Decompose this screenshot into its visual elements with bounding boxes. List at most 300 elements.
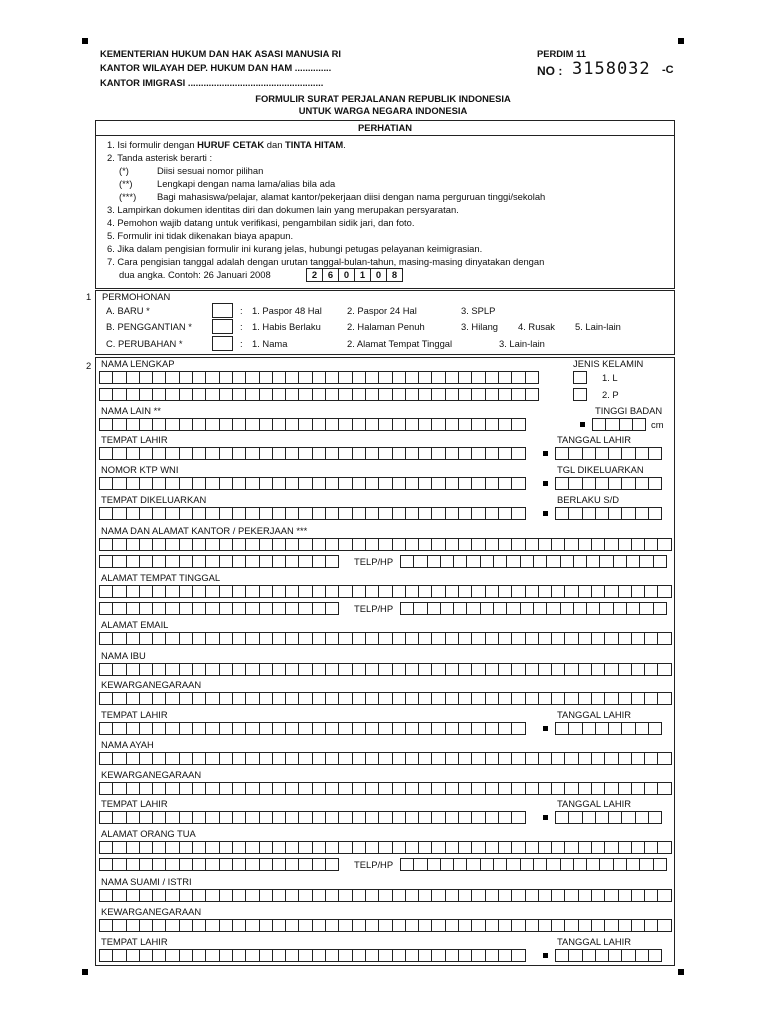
nomor-ktp-row-char-box[interactable] [259,477,273,490]
ibu-tanggal-lahir-row-char-box[interactable] [555,722,569,735]
nama-lengkap-row-1[interactable] [99,371,538,384]
nomor-ktp-row-char-box[interactable] [152,477,166,490]
tempat-lahir-row-char-box[interactable] [511,447,525,460]
tinggi-badan-row-char-box[interactable] [605,418,619,431]
pasangan-kewarganegaraan-row-char-box[interactable] [431,919,445,932]
ayah-tanggal-lahir-row-char-box[interactable] [582,811,596,824]
tinggi-badan-row-char-box[interactable] [592,418,606,431]
nama-lain-row-char-box[interactable] [192,418,206,431]
ayah-kewarganegaraan-row-char-box[interactable] [445,782,459,795]
kantor-row-2-char-box[interactable] [245,555,259,568]
tempat-dikeluarkan-row-char-box[interactable] [298,507,312,520]
pasangan-kewarganegaraan-row-char-box[interactable] [551,919,565,932]
tanggal-lahir-row-char-box[interactable] [621,447,635,460]
alamat-ortu-row-1-char-box[interactable] [219,841,233,854]
ayah-kewarganegaraan-row-char-box[interactable] [578,782,592,795]
tempat-dikeluarkan-row-char-box[interactable] [511,507,525,520]
ibu-tempat-lahir-row-char-box[interactable] [152,722,166,735]
alamat-ortu-row-1-char-box[interactable] [604,841,618,854]
tgl-dikeluarkan-row-char-box[interactable] [595,477,609,490]
ayah-kewarganegaraan-row-char-box[interactable] [338,782,352,795]
alamat-ortu-row-1-char-box[interactable] [618,841,632,854]
nama-ibu-row-char-box[interactable] [338,663,352,676]
nama-ayah-row-char-box[interactable] [139,752,153,765]
nama-lengkap-row-2-char-box[interactable] [152,388,166,401]
kantor-row-1-char-box[interactable] [551,538,565,551]
nama-ayah-row-char-box[interactable] [205,752,219,765]
ibu-kewarganegaraan-row-char-box[interactable] [378,692,392,705]
pasangan-kewarganegaraan-row-char-box[interactable] [657,919,671,932]
ibu-tempat-lahir-row-char-box[interactable] [511,722,525,735]
ibu-tempat-lahir-row-char-box[interactable] [498,722,512,735]
email-row-char-box[interactable] [525,632,539,645]
alamat-telp-row-char-box[interactable] [586,602,600,615]
alamat-telp-row-char-box[interactable] [560,602,574,615]
pasangan-tempat-lahir-row-char-box[interactable] [471,949,485,962]
pasangan-kewarganegaraan-row-char-box[interactable] [485,919,499,932]
tempat-dikeluarkan-row[interactable] [99,507,525,520]
ibu-kewarganegaraan-row-char-box[interactable] [338,692,352,705]
pasangan-kewarganegaraan-row-char-box[interactable] [112,919,126,932]
pasangan-kewarganegaraan-row-char-box[interactable] [285,919,299,932]
tempat-lahir-row-char-box[interactable] [192,447,206,460]
alamat-ortu-row-2-char-box[interactable] [312,858,326,871]
nama-lengkap-row-2-char-box[interactable] [139,388,153,401]
jenis-kelamin-l-box-char-box[interactable] [573,371,587,384]
alamat-ortu-row-1-char-box[interactable] [179,841,193,854]
alamat-ortu-row-1-char-box[interactable] [312,841,326,854]
pasangan-tempat-lahir-row-char-box[interactable] [192,949,206,962]
tempat-dikeluarkan-row-char-box[interactable] [165,507,179,520]
kantor-telp-row-char-box[interactable] [573,555,587,568]
ayah-kewarganegaraan-row-char-box[interactable] [259,782,273,795]
alamat-ortu-row-2-char-box[interactable] [179,858,193,871]
ibu-tempat-lahir-row-char-box[interactable] [365,722,379,735]
tgl-dikeluarkan-row-char-box[interactable] [582,477,596,490]
nomor-ktp-row-char-box[interactable] [99,477,113,490]
pasangan-tempat-lahir-row-char-box[interactable] [179,949,193,962]
pasangan-tempat-lahir-row-char-box[interactable] [511,949,525,962]
nama-ibu-row-char-box[interactable] [285,663,299,676]
ibu-kewarganegaraan-row-char-box[interactable] [471,692,485,705]
kantor-telp-row-char-box[interactable] [546,555,560,568]
alamat-row-1-char-box[interactable] [192,585,206,598]
alamat-row-2-char-box[interactable] [245,602,259,615]
nama-ibu-row-char-box[interactable] [232,663,246,676]
ortu-telp-row-char-box[interactable] [453,858,467,871]
email-row-char-box[interactable] [578,632,592,645]
alamat-row-1-char-box[interactable] [259,585,273,598]
nama-lengkap-row-2-char-box[interactable] [165,388,179,401]
ortu-telp-row-char-box[interactable] [560,858,574,871]
tempat-lahir-row-char-box[interactable] [392,447,406,460]
kantor-row-1-char-box[interactable] [338,538,352,551]
nama-lengkap-row-2-char-box[interactable] [405,388,419,401]
nomor-ktp-row-char-box[interactable] [298,477,312,490]
alamat-row-1-char-box[interactable] [365,585,379,598]
alamat-row-2-char-box[interactable] [312,602,326,615]
pasangan-tempat-lahir-row-char-box[interactable] [259,949,273,962]
kantor-row-1-char-box[interactable] [232,538,246,551]
pasangan-kewarganegaraan-row-char-box[interactable] [338,919,352,932]
nama-ibu-row-char-box[interactable] [272,663,286,676]
alamat-ortu-row-1-char-box[interactable] [112,841,126,854]
pasangan-kewarganegaraan-row-char-box[interactable] [525,919,539,932]
alamat-row-2-char-box[interactable] [205,602,219,615]
alamat-ortu-row-1-char-box[interactable] [352,841,366,854]
kantor-row-1-char-box[interactable] [259,538,273,551]
nama-ibu-row-char-box[interactable] [378,663,392,676]
ibu-kewarganegaraan-row-char-box[interactable] [591,692,605,705]
kantor-row-1-char-box[interactable] [631,538,645,551]
nama-ibu-row-char-box[interactable] [564,663,578,676]
nama-ibu-row-char-box[interactable] [179,663,193,676]
alamat-row-1-char-box[interactable] [338,585,352,598]
nama-ayah-row-char-box[interactable] [525,752,539,765]
pasangan-kewarganegaraan-row-char-box[interactable] [564,919,578,932]
pasangan-tempat-lahir-row-char-box[interactable] [139,949,153,962]
tanggal-lahir-row-char-box[interactable] [648,447,662,460]
alamat-row-1-char-box[interactable] [312,585,326,598]
pasangan-kewarganegaraan-row-char-box[interactable] [205,919,219,932]
tempat-lahir-row-char-box[interactable] [245,447,259,460]
nama-lain-row-char-box[interactable] [272,418,286,431]
nama-lain-row-char-box[interactable] [445,418,459,431]
alamat-ortu-row-1-char-box[interactable] [365,841,379,854]
alamat-ortu-row-1-char-box[interactable] [551,841,565,854]
pasangan-tempat-lahir-row-char-box[interactable] [245,949,259,962]
alamat-ortu-row-1-char-box[interactable] [378,841,392,854]
tempat-dikeluarkan-row-char-box[interactable] [405,507,419,520]
pasangan-kewarganegaraan-row-char-box[interactable] [538,919,552,932]
nama-lengkap-row-1-char-box[interactable] [458,371,472,384]
ayah-kewarganegaraan-row-char-box[interactable] [591,782,605,795]
kantor-row-1-char-box[interactable] [591,538,605,551]
alamat-row-1-char-box[interactable] [618,585,632,598]
ayah-tempat-lahir-row-char-box[interactable] [272,811,286,824]
ayah-tempat-lahir-row-char-box[interactable] [378,811,392,824]
nama-lengkap-row-1-char-box[interactable] [312,371,326,384]
nama-ibu-row[interactable] [99,663,671,676]
nomor-ktp-row-char-box[interactable] [338,477,352,490]
nama-lain-row-char-box[interactable] [205,418,219,431]
nomor-ktp-row-char-box[interactable] [272,477,286,490]
tempat-dikeluarkan-row-char-box[interactable] [139,507,153,520]
alamat-ortu-row-1-char-box[interactable] [192,841,206,854]
tempat-dikeluarkan-row-char-box[interactable] [352,507,366,520]
pasangan-kewarganegaraan-row-char-box[interactable] [511,919,525,932]
pasangan-kewarganegaraan-row-char-box[interactable] [165,919,179,932]
ibu-kewarganegaraan-row-char-box[interactable] [365,692,379,705]
ibu-tanggal-lahir-row[interactable] [555,722,661,735]
alamat-telp-row[interactable] [400,602,666,615]
nama-lengkap-row-2-char-box[interactable] [205,388,219,401]
nama-lengkap-row-1-char-box[interactable] [325,371,339,384]
nama-lain-row-char-box[interactable] [338,418,352,431]
tanggal-lahir-row-char-box[interactable] [595,447,609,460]
tempat-dikeluarkan-row-char-box[interactable] [471,507,485,520]
nomor-ktp-row-char-box[interactable] [418,477,432,490]
ibu-tempat-lahir-row[interactable] [99,722,525,735]
pasangan-tempat-lahir-row-char-box[interactable] [285,949,299,962]
nama-ibu-row-char-box[interactable] [205,663,219,676]
ibu-tanggal-lahir-row-char-box[interactable] [621,722,635,735]
alamat-row-2-char-box[interactable] [219,602,233,615]
nama-ibu-row-char-box[interactable] [538,663,552,676]
kantor-row-1-char-box[interactable] [511,538,525,551]
nama-suami-istri-row-char-box[interactable] [418,889,432,902]
pasangan-tempat-lahir-row-char-box[interactable] [298,949,312,962]
tempat-dikeluarkan-row-char-box[interactable] [418,507,432,520]
alamat-row-1-char-box[interactable] [245,585,259,598]
pasangan-kewarganegaraan-row-char-box[interactable] [498,919,512,932]
ibu-tempat-lahir-row-char-box[interactable] [272,722,286,735]
ayah-kewarganegaraan-row-char-box[interactable] [112,782,126,795]
tempat-lahir-row-char-box[interactable] [405,447,419,460]
pasangan-tempat-lahir-row-char-box[interactable] [392,949,406,962]
kantor-row-1-char-box[interactable] [112,538,126,551]
alamat-row-1-char-box[interactable] [352,585,366,598]
alamat-ortu-row-1-char-box[interactable] [591,841,605,854]
tempat-lahir-row-char-box[interactable] [298,447,312,460]
kantor-row-1-char-box[interactable] [498,538,512,551]
tempat-dikeluarkan-row-char-box[interactable] [365,507,379,520]
ayah-kewarganegaraan-row-char-box[interactable] [564,782,578,795]
kantor-row-1-char-box[interactable] [352,538,366,551]
ayah-kewarganegaraan-row-char-box[interactable] [312,782,326,795]
alamat-row-1-char-box[interactable] [126,585,140,598]
pasangan-tempat-lahir-row-char-box[interactable] [126,949,140,962]
nomor-ktp-row-char-box[interactable] [205,477,219,490]
ayah-tempat-lahir-row-char-box[interactable] [392,811,406,824]
nama-lengkap-row-1-char-box[interactable] [139,371,153,384]
berlaku-sd-row-char-box[interactable] [555,507,569,520]
email-row-char-box[interactable] [325,632,339,645]
nomor-ktp-row-char-box[interactable] [285,477,299,490]
kantor-row-2-char-box[interactable] [152,555,166,568]
ortu-telp-row-char-box[interactable] [573,858,587,871]
tempat-lahir-row-char-box[interactable] [219,447,233,460]
tempat-dikeluarkan-row-char-box[interactable] [392,507,406,520]
nama-ayah-row-char-box[interactable] [498,752,512,765]
nama-lengkap-row-2-char-box[interactable] [298,388,312,401]
ibu-tempat-lahir-row-char-box[interactable] [126,722,140,735]
tempat-dikeluarkan-row-char-box[interactable] [378,507,392,520]
alamat-ortu-row-2-char-box[interactable] [152,858,166,871]
kantor-row-1-char-box[interactable] [458,538,472,551]
pasangan-tanggal-lahir-row-char-box[interactable] [648,949,662,962]
tempat-lahir-row-char-box[interactable] [365,447,379,460]
email-row-char-box[interactable] [205,632,219,645]
nama-ayah-row-char-box[interactable] [458,752,472,765]
tempat-lahir-row-char-box[interactable] [418,447,432,460]
alamat-ortu-row-1-char-box[interactable] [126,841,140,854]
kantor-telp-row-char-box[interactable] [560,555,574,568]
nama-ibu-row-char-box[interactable] [312,663,326,676]
nama-suami-istri-row-char-box[interactable] [485,889,499,902]
nomor-ktp-row-char-box[interactable] [378,477,392,490]
ortu-telp-row-char-box[interactable] [493,858,507,871]
ayah-tempat-lahir-row-char-box[interactable] [458,811,472,824]
alamat-row-1-char-box[interactable] [458,585,472,598]
nama-lain-row-char-box[interactable] [471,418,485,431]
nomor-ktp-row-char-box[interactable] [192,477,206,490]
alamat-telp-row-char-box[interactable] [573,602,587,615]
nama-lengkap-row-2[interactable] [99,388,538,401]
nama-suami-istri-row-char-box[interactable] [298,889,312,902]
alamat-row-1-char-box[interactable] [445,585,459,598]
alamat-ortu-row-1-char-box[interactable] [245,841,259,854]
ibu-kewarganegaraan-row-char-box[interactable] [99,692,113,705]
nama-lengkap-row-1-char-box[interactable] [498,371,512,384]
nama-lengkap-row-1-char-box[interactable] [418,371,432,384]
ayah-kewarganegaraan-row-char-box[interactable] [392,782,406,795]
nama-suami-istri-row-char-box[interactable] [99,889,113,902]
nama-ayah-row-char-box[interactable] [564,752,578,765]
nama-ibu-row-char-box[interactable] [498,663,512,676]
kantor-row-1-char-box[interactable] [298,538,312,551]
alamat-ortu-row-2-char-box[interactable] [139,858,153,871]
email-row-char-box[interactable] [152,632,166,645]
alamat-ortu-row-1-char-box[interactable] [538,841,552,854]
nama-ayah-row-char-box[interactable] [219,752,233,765]
ibu-kewarganegaraan-row-char-box[interactable] [631,692,645,705]
tempat-lahir-row-char-box[interactable] [139,447,153,460]
tempat-dikeluarkan-row-char-box[interactable] [325,507,339,520]
nama-lengkap-row-1-char-box[interactable] [471,371,485,384]
ibu-tanggal-lahir-row-char-box[interactable] [582,722,596,735]
ibu-kewarganegaraan-row-char-box[interactable] [458,692,472,705]
ayah-kewarganegaraan-row-char-box[interactable] [418,782,432,795]
ortu-telp-row-char-box[interactable] [480,858,494,871]
ayah-tempat-lahir-row-char-box[interactable] [139,811,153,824]
email-row-char-box[interactable] [458,632,472,645]
alamat-row-1-char-box[interactable] [152,585,166,598]
tgl-dikeluarkan-row-char-box[interactable] [568,477,582,490]
ibu-tanggal-lahir-row-char-box[interactable] [595,722,609,735]
kantor-telp-row-char-box[interactable] [533,555,547,568]
nama-suami-istri-row-char-box[interactable] [604,889,618,902]
nama-lengkap-row-2-char-box[interactable] [192,388,206,401]
ayah-tanggal-lahir-row[interactable] [555,811,661,824]
alamat-row-2-char-box[interactable] [165,602,179,615]
alamat-ortu-row-1-char-box[interactable] [511,841,525,854]
ibu-tempat-lahir-row-char-box[interactable] [458,722,472,735]
berlaku-sd-row-char-box[interactable] [648,507,662,520]
nomor-ktp-row-char-box[interactable] [365,477,379,490]
alamat-row-1-char-box[interactable] [631,585,645,598]
alamat-row-2-char-box[interactable] [179,602,193,615]
pasangan-tanggal-lahir-row-char-box[interactable] [635,949,649,962]
nama-ayah-row-char-box[interactable] [445,752,459,765]
nama-lain-row-char-box[interactable] [112,418,126,431]
ibu-tempat-lahir-row-char-box[interactable] [99,722,113,735]
ayah-tempat-lahir-row-char-box[interactable] [485,811,499,824]
nomor-ktp-row[interactable] [99,477,525,490]
nama-suami-istri-row-char-box[interactable] [431,889,445,902]
nama-lengkap-row-1-char-box[interactable] [525,371,539,384]
pasangan-tempat-lahir-row-char-box[interactable] [352,949,366,962]
tgl-dikeluarkan-row[interactable] [555,477,661,490]
email-row-char-box[interactable] [591,632,605,645]
alamat-telp-row-char-box[interactable] [400,602,414,615]
ibu-tempat-lahir-row-char-box[interactable] [112,722,126,735]
alamat-ortu-row-2[interactable] [99,858,338,871]
ibu-kewarganegaraan-row-char-box[interactable] [352,692,366,705]
tempat-lahir-row-char-box[interactable] [259,447,273,460]
kantor-row-1-char-box[interactable] [538,538,552,551]
pasangan-kewarganegaraan-row-char-box[interactable] [325,919,339,932]
tempat-dikeluarkan-row-char-box[interactable] [99,507,113,520]
alamat-ortu-row-2-char-box[interactable] [165,858,179,871]
nama-lengkap-row-1-char-box[interactable] [365,371,379,384]
nama-ayah-row-char-box[interactable] [179,752,193,765]
ibu-tempat-lahir-row-char-box[interactable] [259,722,273,735]
ayah-tanggal-lahir-row-char-box[interactable] [635,811,649,824]
pasangan-kewarganegaraan-row-char-box[interactable] [392,919,406,932]
nama-lengkap-row-2-char-box[interactable] [179,388,193,401]
alamat-row-2[interactable] [99,602,338,615]
tempat-lahir-row[interactable] [99,447,525,460]
nama-suami-istri-row-char-box[interactable] [112,889,126,902]
alamat-row-2-char-box[interactable] [126,602,140,615]
nomor-ktp-row-char-box[interactable] [179,477,193,490]
ayah-tempat-lahir-row-char-box[interactable] [112,811,126,824]
tempat-lahir-row-char-box[interactable] [485,447,499,460]
ayah-kewarganegaraan-row-char-box[interactable] [525,782,539,795]
alamat-ortu-row-1-char-box[interactable] [578,841,592,854]
tempat-dikeluarkan-row-char-box[interactable] [458,507,472,520]
nomor-ktp-row-char-box[interactable] [471,477,485,490]
alamat-ortu-row-1-char-box[interactable] [232,841,246,854]
nomor-ktp-row-char-box[interactable] [352,477,366,490]
kantor-row-1-char-box[interactable] [365,538,379,551]
ortu-telp-row-char-box[interactable] [533,858,547,871]
alamat-row-1-char-box[interactable] [564,585,578,598]
ibu-kewarganegaraan-row-char-box[interactable] [219,692,233,705]
ayah-tempat-lahir-row-char-box[interactable] [285,811,299,824]
alamat-ortu-row-1-char-box[interactable] [139,841,153,854]
nomor-ktp-row-char-box[interactable] [139,477,153,490]
nama-ayah-row-char-box[interactable] [551,752,565,765]
nama-lengkap-row-1-char-box[interactable] [445,371,459,384]
ibu-kewarganegaraan-row-char-box[interactable] [232,692,246,705]
tempat-dikeluarkan-row-char-box[interactable] [312,507,326,520]
tgl-dikeluarkan-row-char-box[interactable] [635,477,649,490]
alamat-ortu-row-1-char-box[interactable] [99,841,113,854]
tempat-lahir-row-char-box[interactable] [205,447,219,460]
nama-lain-row-char-box[interactable] [352,418,366,431]
email-row-char-box[interactable] [338,632,352,645]
alamat-row-2-char-box[interactable] [192,602,206,615]
nama-ibu-row-char-box[interactable] [657,663,671,676]
berlaku-sd-row-char-box[interactable] [568,507,582,520]
alamat-row-2-char-box[interactable] [298,602,312,615]
ibu-tempat-lahir-row-char-box[interactable] [378,722,392,735]
alamat-ortu-row-1-char-box[interactable] [431,841,445,854]
nama-suami-istri-row-char-box[interactable] [126,889,140,902]
email-row-char-box[interactable] [165,632,179,645]
nama-suami-istri-row-char-box[interactable] [152,889,166,902]
alamat-ortu-row-1-char-box[interactable] [205,841,219,854]
kantor-row-2-char-box[interactable] [165,555,179,568]
tempat-lahir-row-char-box[interactable] [165,447,179,460]
nama-ibu-row-char-box[interactable] [192,663,206,676]
nama-ibu-row-char-box[interactable] [259,663,273,676]
pasangan-kewarganegaraan-row-char-box[interactable] [618,919,632,932]
pasangan-tempat-lahir-row-char-box[interactable] [418,949,432,962]
nama-ayah-row-char-box[interactable] [352,752,366,765]
